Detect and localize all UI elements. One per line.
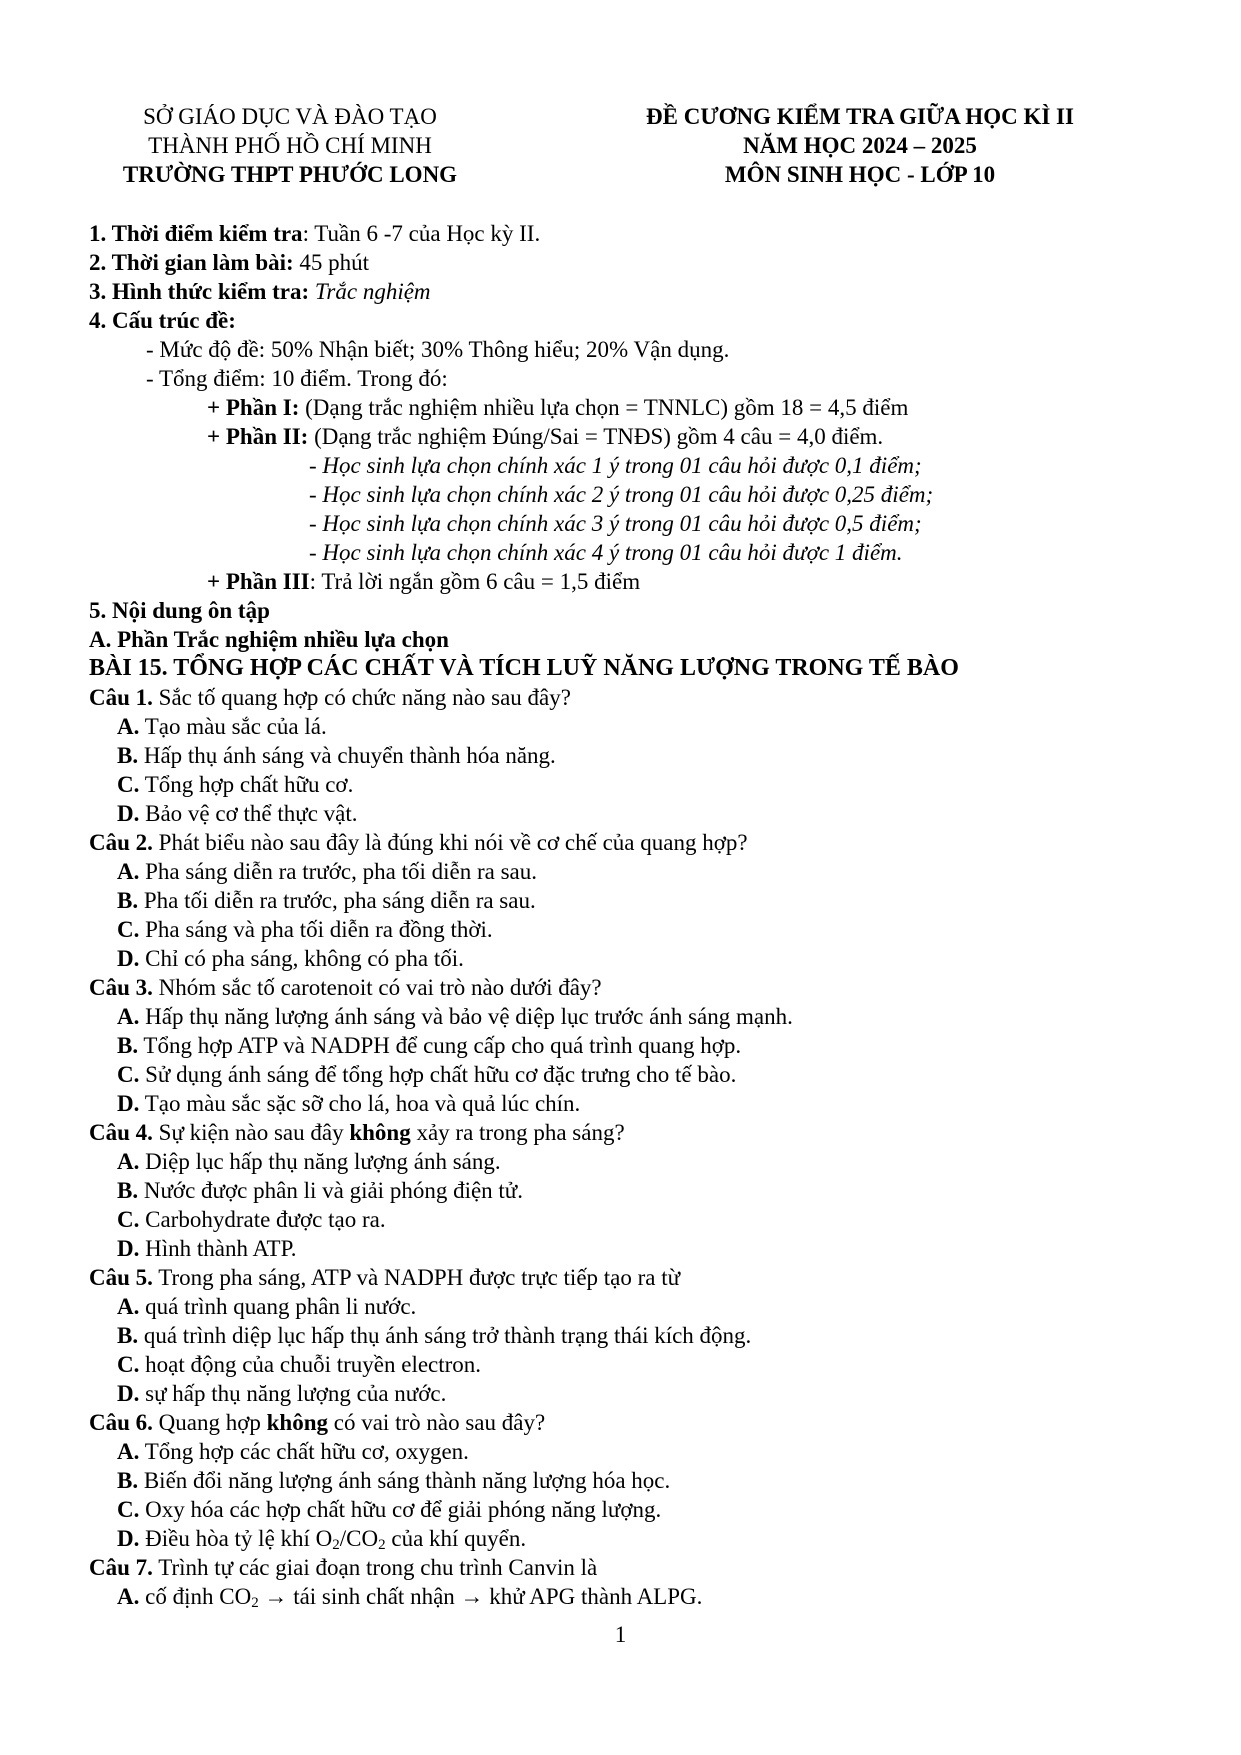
part-2-line: + Phần II: (Dạng trắc nghiệm Đúng/Sai = TNĐS) gồm 4 câu = 4,0 điểm. bbox=[207, 424, 884, 449]
part-3-line: + Phần III: Trả lời ngắn gồm 6 câu = 1,5 điểm bbox=[207, 569, 641, 594]
school-year: NĂM HỌC 2024 – 2025 bbox=[743, 133, 977, 158]
option: B. Pha tối diễn ra trước, pha sáng diễn ra sau. bbox=[117, 888, 536, 913]
option: D. Bảo vệ cơ thể thực vật. bbox=[117, 801, 358, 826]
question-4: Câu 4. Sự kiện nào sau đây không xảy ra trong pha sáng? bbox=[89, 1120, 625, 1145]
option: D. Điều hòa tỷ lệ khí $O_2/CO_2$ của khí quyển. bbox=[117, 1526, 527, 1553]
option: A. Hấp thụ năng lượng ánh sáng và bảo vệ diệp lục trước ánh sáng mạnh. bbox=[117, 1004, 793, 1029]
option: A. cố định $CO_2$ → tái sinh chất nhận → khử APG thành ALPG. bbox=[117, 1584, 703, 1611]
option: D. Tạo màu sắc sặc sỡ cho lá, hoa và quả lúc chín. bbox=[117, 1091, 581, 1116]
option: C. hoạt động của chuỗi truyền electron. bbox=[117, 1352, 482, 1377]
difficulty-line: - Mức độ đề: 50% Nhận biết; 30% Thông hiểu; 20% Vận dụng. bbox=[146, 337, 730, 362]
page-number: 1 bbox=[614, 1622, 627, 1647]
option: A. Tổng hợp các chất hữu cơ, oxygen. bbox=[117, 1439, 469, 1464]
option: A. Pha sáng diễn ra trước, pha tối diễn ra sau. bbox=[117, 859, 538, 884]
option: D. sự hấp thụ năng lượng của nước. bbox=[117, 1381, 447, 1406]
department-name: SỞ GIÁO DỤC VÀ ĐÀO TẠO bbox=[143, 104, 437, 129]
exam-header bbox=[600, 102, 1120, 189]
option: B. Biến đổi năng lượng ánh sáng thành năng lượng hóa học. bbox=[117, 1468, 671, 1493]
option: C. Pha sáng và pha tối diễn ra đồng thời. bbox=[117, 917, 493, 942]
option: C. Sử dụng ánh sáng để tổng hợp chất hữu cơ đặc trưng cho tế bào. bbox=[117, 1062, 737, 1087]
option: D. Hình thành ATP. bbox=[117, 1236, 297, 1261]
option: B. quá trình diệp lục hấp thụ ánh sáng trở thành trạng thái kích động. bbox=[117, 1323, 752, 1348]
option: A. quá trình quang phân li nước. bbox=[117, 1294, 417, 1319]
scoring-rule: - Học sinh lựa chọn chính xác 1 ý trong 01 câu hỏi được 0,1 điểm; bbox=[309, 453, 922, 478]
info-item-4: 4. Cấu trúc đề: bbox=[89, 308, 236, 333]
info-item-5: 5. Nội dung ôn tập bbox=[89, 598, 270, 623]
document-body bbox=[89, 219, 1189, 1611]
subject-grade: MÔN SINH HỌC - LỚP 10 bbox=[724, 162, 996, 187]
option: C. Tổng hợp chất hữu cơ. bbox=[117, 772, 354, 797]
question-7: Câu 7. Trình tự các giai đoạn trong chu trình Canvin là bbox=[89, 1555, 598, 1580]
info-item-3: 3. Hình thức kiểm tra: Trắc nghiệm bbox=[89, 279, 431, 304]
question-3: Câu 3. Nhóm sắc tố carotenoit có vai trò nào dưới đây? bbox=[89, 975, 602, 1000]
option: B. Tổng hợp ATP và NADPH để cung cấp cho quá trình quang hợp. bbox=[117, 1033, 742, 1058]
scoring-rule: - Học sinh lựa chọn chính xác 4 ý trong 01 câu hỏi được 1 điểm. bbox=[309, 540, 903, 565]
school-name: TRƯỜNG THPT PHƯỚC LONG bbox=[122, 162, 458, 187]
question-2: Câu 2. Phát biểu nào sau đây là đúng khi nói về cơ chế của quang hợp? bbox=[89, 830, 748, 855]
info-item-1: 1. Thời điểm kiểm tra: Tuần 6 -7 của Học kỳ II. bbox=[89, 221, 541, 246]
total-score-line: - Tổng điểm: 10 điểm. Trong đó: bbox=[146, 366, 448, 391]
info-item-2: 2. Thời gian làm bài: 45 phút bbox=[89, 250, 370, 275]
scoring-rule: - Học sinh lựa chọn chính xác 2 ý trong 01 câu hỏi được 0,25 điểm; bbox=[309, 482, 934, 507]
part-1-line: + Phần I: (Dạng trắc nghiệm nhiều lựa chọn = TNNLC) gồm 18 = 4,5 điểm bbox=[207, 395, 909, 420]
option: A. Tạo màu sắc của lá. bbox=[117, 714, 327, 739]
question-5: Câu 5. Trong pha sáng, ATP và NADPH được trực tiếp tạo ra từ bbox=[89, 1265, 681, 1290]
scoring-rule: - Học sinh lựa chọn chính xác 3 ý trong 01 câu hỏi được 0,5 điểm; bbox=[309, 511, 922, 536]
school-header bbox=[110, 102, 470, 189]
option: B. Nước được phân li và giải phóng điện tử. bbox=[117, 1178, 524, 1203]
option: B. Hấp thụ ánh sáng và chuyển thành hóa năng. bbox=[117, 743, 556, 768]
section-a-heading: A. Phần Trắc nghiệm nhiều lựa chọn bbox=[89, 627, 449, 652]
question-1: Câu 1. Sắc tố quang hợp có chức năng nào sau đây? bbox=[89, 685, 571, 710]
question-6: Câu 6. Quang hợp không có vai trò nào sau đây? bbox=[89, 1410, 546, 1435]
city-name: THÀNH PHỐ HỒ CHÍ MINH bbox=[148, 133, 432, 158]
option: C. Oxy hóa các hợp chất hữu cơ để giải phóng năng lượng. bbox=[117, 1497, 662, 1522]
option: C. Carbohydrate được tạo ra. bbox=[117, 1207, 386, 1232]
lesson-heading: BÀI 15. TỔNG HỢP CÁC CHẤT VÀ TÍCH LUỸ NĂNG LƯỢNG TRONG TẾ BÀO bbox=[89, 655, 959, 681]
option: A. Diệp lục hấp thụ năng lượng ánh sáng. bbox=[117, 1149, 501, 1174]
exam-title: ĐỀ CƯƠNG KIỂM TRA GIỮA HỌC KÌ II bbox=[646, 104, 1074, 129]
option: D. Chỉ có pha sáng, không có pha tối. bbox=[117, 946, 464, 971]
